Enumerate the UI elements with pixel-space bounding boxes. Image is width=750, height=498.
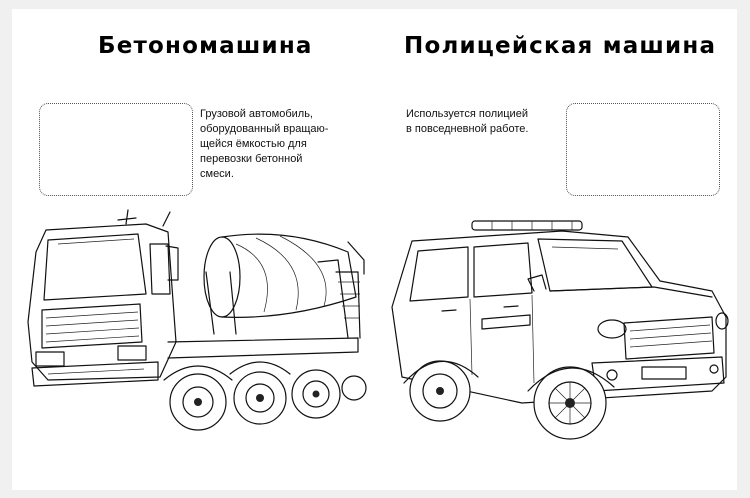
police-car-illustration (382, 207, 732, 467)
police-car-title: Полицейская машина (404, 33, 717, 59)
concrete-mixer-title: Бетономашина (98, 33, 313, 59)
concrete-mixer-illustration (18, 202, 368, 442)
coloring-book-spread (12, 9, 737, 490)
police-car-description: Используется полицией в повседневной работе. (406, 108, 529, 135)
sticker-placeholder-left[interactable] (39, 103, 193, 196)
concrete-mixer-description: Грузовой автомобиль, оборудованный вращаю- щейся ёмкостью для перевозки бетонной смеси. (200, 108, 329, 180)
sticker-placeholder-right[interactable] (566, 103, 720, 196)
